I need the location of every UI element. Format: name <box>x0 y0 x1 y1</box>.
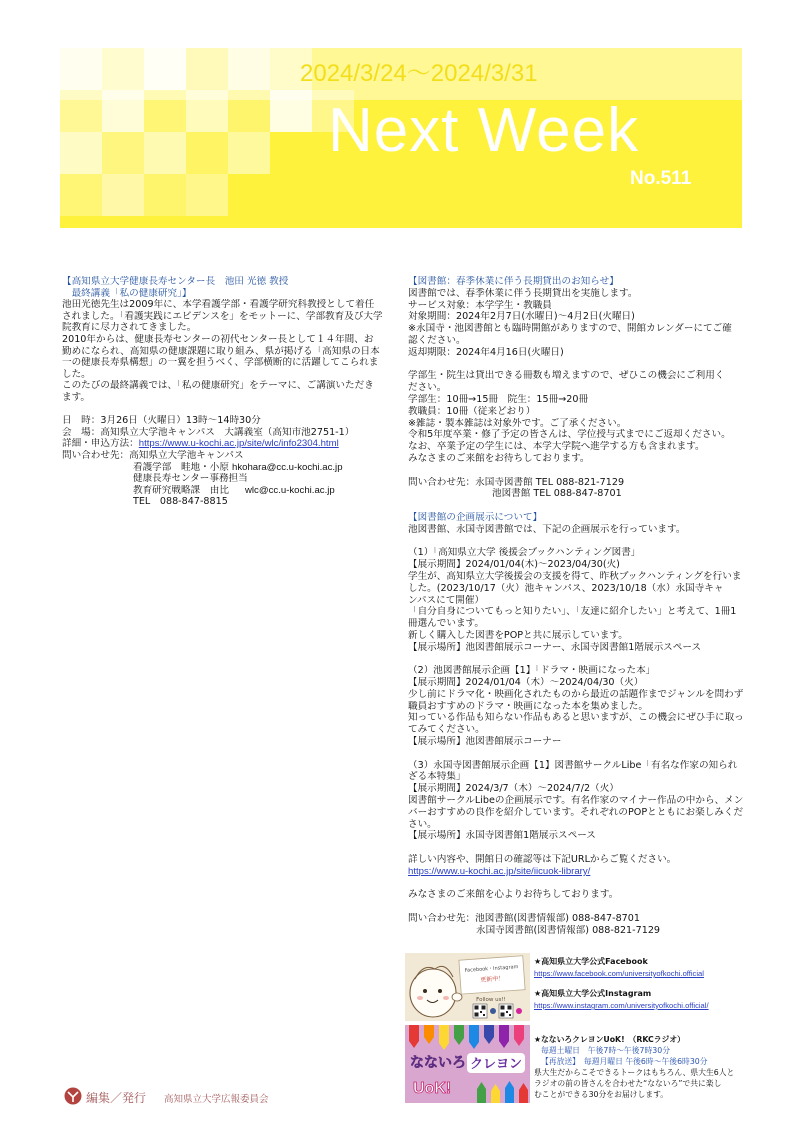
social-illustration-svg <box>405 953 530 1021</box>
mosaic-square <box>102 48 144 90</box>
contact-phone: TEL 088-847-8815 <box>133 496 228 508</box>
qr-code-icon <box>499 1004 513 1018</box>
loan-contact: 池図書館 TEL 088-847-8701 <box>492 488 622 500</box>
loan-line: ※雑誌・製本雑誌は対象外です。ご了承ください。 <box>408 417 627 429</box>
loan-line: 教職員：10冊（従来どおり） <box>408 405 536 417</box>
loan-line: 返却期限：2024年4月16日(火曜日) <box>408 346 564 358</box>
exhibit-item-heading: （2）池図書館展示企画【1】「ドラマ・映画になった本」 <box>408 665 656 677</box>
loan-line: 認ください。 <box>408 334 466 346</box>
lecture-detail-row <box>62 438 390 450</box>
exhibit-contact: 永国寺図書館(図書情報部) 088-821-7129 <box>476 924 661 936</box>
exhibit-line: 【展示期間】2024/01/04（木）～2024/04/30（火） <box>408 677 644 689</box>
sign-text-platforms: Facebook・Instagram <box>464 964 519 974</box>
radio-rerun: 【再放送】 毎週月曜日 午後6時～午後6時30分 <box>541 1057 708 1066</box>
instagram-label: ★高知県立大学公式Instagram <box>534 989 652 998</box>
library-section <box>408 276 748 937</box>
lecture-contact-row <box>62 485 390 497</box>
exhibit-line: ざる本特集」 <box>408 771 466 783</box>
loan-line: みなさまのご来館をお待ちしております。 <box>408 452 590 464</box>
contact-name: 看護学部 畦地・小原 <box>133 461 229 473</box>
radio-description-line: むことができる30分をお届けします。 <box>534 1090 669 1099</box>
mosaic-square <box>102 90 144 132</box>
footer-label: 編集／発行 <box>86 1091 147 1105</box>
mosaic-square <box>186 48 228 90</box>
lecture-body-line: 2010年からは、健康長寿センターの初代センター長として１４年間、お <box>62 333 374 345</box>
exhibit-more-info: 詳しい内容や、開館日の確認等は下記URLからご覧ください。 <box>408 854 677 866</box>
exhibit-line: 冊選んでいます。 <box>408 618 484 630</box>
contact-email[interactable]: hkohara@cc.u-kochi.ac.jp <box>232 461 343 473</box>
facebook-label: ★高知県立大学公式Facebook <box>534 957 648 966</box>
mosaic-square <box>228 48 270 90</box>
lecture-datetime: 日 時：3月26日（火曜日）13時～14時30分 <box>62 415 261 427</box>
mosaic-square <box>144 174 186 216</box>
lecture-detail-link[interactable]: https://www.u-kochi.ac.jp/site/wlc/info2304.html <box>138 438 339 450</box>
mosaic-square <box>144 90 186 132</box>
mosaic-square <box>60 90 102 132</box>
mosaic-square <box>144 48 186 90</box>
exhibit-line: 職員おすすめのドラマ・映画になった本を集めました。 <box>408 700 648 712</box>
lecture-body-line: 池田光徳先生は2009年に、本学看護学部・看護学研究科教授として着任 <box>62 299 375 311</box>
radio-info <box>534 1034 744 1100</box>
mosaic-square <box>186 174 228 216</box>
sign-text-updating: 更新中！ <box>480 975 505 984</box>
exhibit-title: 【図書館の企画展示について】 <box>408 511 543 523</box>
exhibit-line: 学生が、高知県立大学後援会の支援を得て、昨秋ブックハンティングを行いま <box>408 570 742 582</box>
follow-us-text: Follow us!! <box>476 997 506 1003</box>
mosaic-square <box>228 132 270 174</box>
qr-code-icon <box>473 1004 487 1018</box>
exhibit-line: バーおすすめの良作を紹介しています。それぞれのPOPとともにお楽しみくだ <box>408 806 744 818</box>
lecture-subtitle: 最終講義「私の健康研究」】 <box>62 287 192 299</box>
exhibit-line: 図書館サークルLibeの企画展示です。有名作家のマイナー作品の中から、メン <box>408 795 744 807</box>
sign-card <box>459 956 525 994</box>
mosaic-square <box>228 90 270 132</box>
radio-description-line: ラジオの前の皆さんを合わせた“なないろ”で共に楽し <box>534 1079 722 1088</box>
exhibit-line: さい。 <box>408 818 437 830</box>
loan-line: 対象期間：2024年2月7日(水曜日)～4月2日(火曜日) <box>408 311 635 323</box>
exhibit-line: 新しく購入した図書をPOPと共に展示しています。 <box>408 629 628 641</box>
mosaic-square <box>186 132 228 174</box>
exhibit-line: 【展示場所】池図書館展示コーナー、永国寺図書館1階展示スペース <box>408 641 702 653</box>
mosaic-square <box>60 48 102 90</box>
contact-name: 健康長寿センター事務担当 <box>133 473 248 485</box>
exhibit-item-heading: （1）「高知県立大学 後援会ブックハンティング図書」 <box>408 547 641 559</box>
instagram-icon <box>516 1008 522 1014</box>
footer-organization: 高知県立大学広報委員会 <box>164 1094 269 1105</box>
radio-logo-svg <box>405 1025 530 1103</box>
exhibit-line: 【展示期間】2024/3/7（木）～2024/7/2（火） <box>408 783 619 795</box>
exhibit-line: てみてください。 <box>408 724 485 736</box>
lecture-title: 【高知県立大学健康長寿センター長 池田 光徳 教授 <box>62 276 289 287</box>
header-banner <box>60 48 742 228</box>
exhibit-contact: 問い合わせ先：池図書館(図書情報部) 088-847-8701 <box>408 913 640 925</box>
exhibit-line: 知っている作品も知らない作品もあると思いますが、この機会にぜひ手に取っ <box>408 712 744 724</box>
lecture-body-line: ます。 <box>62 391 91 403</box>
library-site-link[interactable]: https://www.u-kochi.ac.jp/site/iicuok-library/ <box>408 865 591 877</box>
logo-text-crayon: クレヨン <box>469 1057 523 1072</box>
university-emblem-icon <box>64 1087 82 1105</box>
social-links <box>534 956 744 1012</box>
mosaic-square <box>60 132 102 174</box>
instagram-link[interactable]: https://www.instagram.com/universityofkochi.official/ <box>534 1001 709 1010</box>
issue-number: No.511 <box>630 168 692 189</box>
facebook-icon <box>490 1008 496 1014</box>
exhibit-line: 【展示場所】永国寺図書館1階展示スペース <box>408 830 596 842</box>
social-media-illustration <box>405 953 530 1021</box>
loan-title: 【図書館：春季休業に伴う長期貸出のお知らせ】 <box>408 276 619 287</box>
exhibit-item-heading: （3）永国寺図書館展示企画【1】図書館サークルLibe「有名な作家の知られ <box>408 759 738 771</box>
mosaic-square <box>102 174 144 216</box>
logo-text-nanairo: なないろ <box>410 1055 466 1071</box>
loan-line: なお、卒業予定の学生には、本学大学院へ進学する方も含まれます。 <box>408 441 705 453</box>
exhibit-line: 【展示場所】池図書館展示コーナー <box>408 736 562 748</box>
contact-email[interactable]: wlc@cc.u-kochi.ac.jp <box>245 484 335 496</box>
loan-line: 図書館では、春季休業に伴う長期貸出を実施します。 <box>408 287 638 299</box>
lecture-contact-row <box>62 462 390 474</box>
mosaic-square <box>60 174 102 216</box>
loan-line: サービス対象：本学学生・教職員 <box>408 299 552 311</box>
exhibit-intro: 池図書館、永国寺図書館では、下記の企画展示を行っています。 <box>408 523 686 535</box>
mosaic-square <box>270 90 312 132</box>
mosaic-square <box>186 90 228 132</box>
radio-schedule: 毎週土曜日 午後7時～午後7時30分 <box>541 1046 670 1055</box>
lecture-body-line: 院教育に尽力されてきました。 <box>62 322 197 334</box>
lecture-body-line: した。 <box>62 368 91 380</box>
facebook-link[interactable]: https://www.facebook.com/universityofkochi.official <box>534 969 704 978</box>
lecture-contact-title: 問い合わせ先：高知県立大学池キャンパス <box>62 449 244 461</box>
exhibit-closing: みなさまのご来館を心よりお待ちしております。 <box>408 889 619 901</box>
lecture-body-line: されました。「看護実践にエビデンスを」をモットーに、学部教育及び大学 <box>62 310 383 322</box>
exhibit-line: 少し前にドラマ化・映画化されたものから最近の話題作までジャンルを問わず <box>408 688 744 700</box>
radio-program-logo <box>405 1025 530 1103</box>
radio-description-line: 県大生だからこそできるトークはもちろん、県大生6人と <box>534 1068 735 1077</box>
contact-name: 教育研究戦略課 由比 <box>133 484 229 496</box>
lecture-detail-label: 詳細・申込方法： <box>62 438 139 450</box>
loan-line: 学部生：10冊→15冊 院生：15冊→20冊 <box>408 393 589 405</box>
lecture-body-line: このたびの最終講義では、「私の健康研究」をテーマに、ご講演いただき <box>62 380 374 392</box>
date-range: 2024/3/24～2024/3/31 <box>300 60 538 87</box>
mosaic-square <box>144 132 186 174</box>
exhibit-line: ンパスにて開催） <box>408 594 485 606</box>
loan-contact: 問い合わせ先：永国寺図書館 TEL 088-821-7129 <box>408 476 625 488</box>
lecture-venue: 会 場：高知県立大学池キャンパス 大講義室（高知市池2751-1） <box>62 426 355 438</box>
newsletter-title: Next Week <box>328 96 640 165</box>
lecture-body-line: 一の健康長寿県構想」の一翼を担うべく、学部横断的に活躍してこられま <box>62 357 379 369</box>
loan-line: 令和5年度卒業・修了予定の皆さんは、学位授与式までにご返却ください。 <box>408 429 731 441</box>
loan-line: ※永国寺・池図書館とも臨時開館がありますので、開館カレンダーにてご確 <box>408 323 732 335</box>
loan-line: ださい。 <box>408 382 447 394</box>
mosaic-square <box>102 132 144 174</box>
lecture-body-line: 勤めになられ、高知県の健康課題に取り組み、県が掲げる「高知県の日本 <box>62 345 380 357</box>
loan-line: 学部生・院生は貸出できる冊数も増えますので、ぜひこの機会にご利用く <box>408 370 725 382</box>
logo-text-uok: UoK! <box>413 1080 452 1097</box>
radio-title: ★なないろクレヨンUoK! （RKCラジオ） <box>534 1035 685 1044</box>
exhibit-line: した。(2023/10/17（火）池キャンパス、2023/10/18（水）永国寺キャ <box>408 582 724 594</box>
exhibit-line: 「自分自身についてもっと知りたい」、「友達に紹介したい」と考えて、1冊1 <box>408 606 737 618</box>
lecture-section <box>62 276 390 508</box>
exhibit-line: 【展示期間】2024/01/04(木)～2023/04/30(火) <box>408 559 620 571</box>
